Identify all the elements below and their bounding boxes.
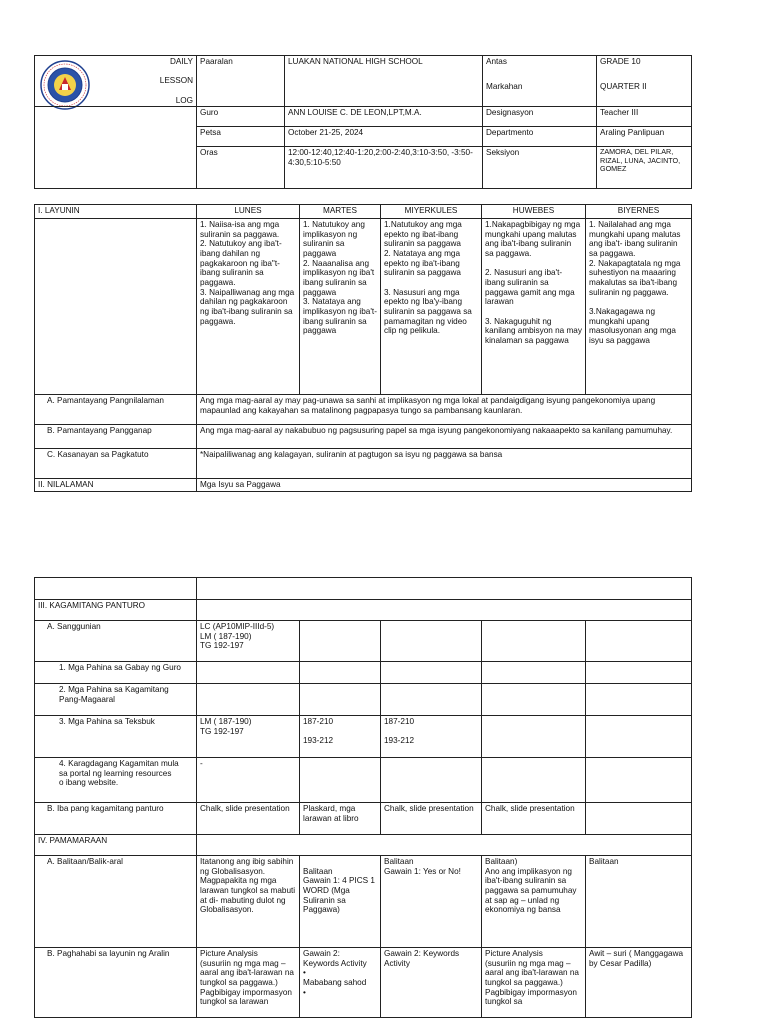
paghahabi-label: B. Paghahabi sa layunin ng Aralin [35, 948, 197, 1018]
paghahabi-huwebes: Picture Analysis (susuriin ng mga mag – aaral ang iba't-larawan na tungkol sa paggawa.) Pagbibigay impormasyon tungkol sa [482, 948, 586, 1018]
department-value: Araling Panlipuan [597, 127, 692, 147]
header-table [34, 55, 692, 189]
guro-value: ANN LOUISE C. DE LEON,LPT,M.A. [285, 107, 483, 127]
iba-pang-kagamitan-miyerkules: Chalk, slide presentation [381, 803, 482, 835]
objectives-table [34, 204, 692, 492]
paaralan-value: LUAKAN NATIONAL HIGH SCHOOL [285, 56, 483, 107]
empty-cell [300, 621, 381, 662]
designasyon-label: Designasyon [483, 107, 597, 127]
balitaan-biyernes: Balitaan [586, 856, 692, 948]
paghahabi-lunes: Picture Analysis (susuriin ng mga mag – aaral ang iba't-larawan na tungkol sa paggawa.) Pagbibigay impormasyon tungkol sa larawan [197, 948, 300, 1018]
empty-cell [381, 684, 482, 716]
karagdagang-kagamitan-label: 4. Karagdagang Kagamitan mula sa portal ng learning resources o ibang website. [35, 758, 197, 803]
petsa-label: Petsa [197, 127, 285, 147]
empty-cell [35, 127, 197, 147]
empty-cell [300, 684, 381, 716]
empty-cell [586, 803, 692, 835]
sanggunian-label: A. Sanggunian [35, 621, 197, 662]
empty-cell [586, 621, 692, 662]
objective-huwebes: 1.Nakapagbibigay ng mga mungkahi upang malutas ang iba't-ibang suliranin sa paggawa. 2. Nasusuri ang iba't-ibang suliranin sa paggawa gamit ang mga larawan 3. Nakaguguhit ng kanilang ambisyon na may kinalaman sa paggawa [482, 219, 586, 395]
sanggunian-lunes: LC (AP10MIP-IIId-5) LM ( 187-190) TG 192-197 [197, 621, 300, 662]
teksbuk-miyerkules: 187-210 193-212 [381, 716, 482, 758]
empty-cell [586, 684, 692, 716]
empty-cell [586, 716, 692, 758]
pamantayang-pangnilalaman-label: A. Pamantayang Pangnilalaman [35, 395, 197, 425]
department-label: Departmento [483, 127, 597, 147]
pamantayang-pangganap-value: Ang mga mag-aaral ay nakabubuo ng pagsusuring papel sa mga isyung pangekonomiyang nakaaapekto sa kanilang pamumuhay. [197, 425, 692, 449]
day-header-huwebes: HUWEBES [482, 205, 586, 219]
empty-cell [35, 147, 197, 189]
oras-value: 12:00-12:40,12:40-1:20,2:00-2:40,3:10-3:50, -3:50-4:30,5:10-5:50 [285, 147, 483, 189]
empty-cell [197, 684, 300, 716]
day-header-martes: MARTES [300, 205, 381, 219]
paghahabi-biyernes: Awit – suri ( Manggagawa by Cesar Padilla) [586, 948, 692, 1018]
teksbuk-label: 3. Mga Pahina sa Teksbuk [35, 716, 197, 758]
empty-cell [482, 716, 586, 758]
resources-procedures-table [34, 577, 692, 1018]
nilalaman-label: II. NILALAMAN [35, 479, 197, 492]
empty-cell [381, 758, 482, 803]
designasyon-value: Teacher III [597, 107, 692, 127]
kagamitang-mag-aaral-label: 2. Mga Pahina sa Kagamitang Pang-Magaaral [35, 684, 197, 716]
day-header-lunes: LUNES [197, 205, 300, 219]
oras-label: Oras [197, 147, 285, 189]
iba-pang-kagamitan-label: B. Iba pang kagamitang panturo [35, 803, 197, 835]
empty-cell [381, 662, 482, 684]
empty-cell [482, 758, 586, 803]
paghahabi-martes: Gawain 2: Keywords Activity • Mababang sahod • [300, 948, 381, 1018]
nilalaman-value: Mga Isyu sa Paggawa [197, 479, 692, 492]
empty-cell [586, 662, 692, 684]
empty-cell [586, 758, 692, 803]
petsa-value: October 21-25, 2024 [285, 127, 483, 147]
empty-cell [197, 600, 692, 621]
iba-pang-kagamitan-martes: Plaskard, mga larawan at libro [300, 803, 381, 835]
kagamitang-panturo-label: III. KAGAMITANG PANTURO [35, 600, 197, 621]
teksbuk-martes: 187-210 193-212 [300, 716, 381, 758]
objective-martes: 1. Natutukoy ang implikasyon ng suliranin sa paggawa 2. Naaanalisa ang implikasyon ng iba't ibang suliranin sa paggawa 3. Natataya ang implikasyon ng iba't-ibang suliranin sa paggawa [300, 219, 381, 395]
paaralan-label: Paaralan [197, 56, 285, 107]
day-header-miyerkules: MIYERKULES [381, 205, 482, 219]
empty-cell [35, 219, 197, 395]
objective-lunes: 1. Naiisa-isa ang mga suliranin sa paggawa. 2. Natutukoy ang iba't-ibang dahilan ng pagkakaroon ng iba"t-ibang suliranin sa paggawa. 3. Naipalliwanag ang mga dahilan ng pagkakaroon ng iba't-ibang suliranin sa paggawa. [197, 219, 300, 395]
seksiyon-value: ZAMORA, DEL PILAR, RIZAL, LUNA, JACINTO, GOMEZ [597, 147, 692, 189]
pamantayang-pangganap-label: B. Pamantayang Pangganap [35, 425, 197, 449]
teksbuk-lunes: LM ( 187-190) TG 192-197 [197, 716, 300, 758]
kasanayan-value: *Naipaliliwanag ang kalagayan, suliranin at pagtugon sa isyu ng paggawa sa bansa [197, 449, 692, 479]
empty-cell [197, 662, 300, 684]
gabay-guro-label: 1. Mga Pahina sa Gabay ng Guro [35, 662, 197, 684]
balitaan-martes: Balitaan Gawain 1: 4 PICS 1 WORD (Mga Suliranin sa Paggawa) [300, 856, 381, 948]
empty-cell [197, 578, 692, 600]
empty-cell [300, 758, 381, 803]
antas-label: Antas [483, 56, 597, 82]
balitaan-huwebes: Balitaan) Ano ang implikasyon ng iba't-ibang suliranin sa paggawa sa pamumuhay at sap ag – unlad ng ekonomiya ng bansa [482, 856, 586, 948]
dll-title: DAILY LESSON LOG [35, 56, 197, 107]
empty-cell [482, 684, 586, 716]
balitaan-lunes: Itatanong ang ibig sabihin ng Globalisasyon. Magpapakita ng mga larawan tungkol sa mabuti at di- mabuting dulot ng Globalisasyon. [197, 856, 300, 948]
karagdagang-kagamitan-lunes: - [197, 758, 300, 803]
pamantayang-pangnilalaman-value: Ang mga mag-aaral ay may pag-unawa sa sanhi at implikasyon ng mga lokal at pandaigdigang isyung pangekonomiya upang mapaunlad ang kakayahan sa matalinong pagpapasya tungo sa pambansang kaunlaran. [197, 395, 692, 425]
antas-value: GRADE 10 [597, 56, 692, 82]
empty-cell [35, 578, 197, 600]
empty-cell [197, 835, 692, 856]
pamamaraan-label: IV. PAMAMARAAN [35, 835, 197, 856]
objective-biyernes: 1. Nailalahad ang mga mungkahi upang malutas ang iba't- ibang suliranin sa paggawa. 2. Nakapagtatala ng mga suhestiyon na maaaring makalutas sa iba't-ibang suliranin ng paggawa. 3.Nakagagawa ng mungkahi upang masolusyonan ang mga isyu sa paggawa [586, 219, 692, 395]
balitaan-miyerkules: Balitaan Gawain 1: Yes or No! [381, 856, 482, 948]
guro-label: Guro [197, 107, 285, 127]
empty-cell [300, 662, 381, 684]
iba-pang-kagamitan-huwebes: Chalk, slide presentation [482, 803, 586, 835]
balitaan-label: A. Balitaan/Balik-aral [35, 856, 197, 948]
layunin-label: I. LAYUNIN [35, 205, 197, 219]
seksiyon-label: Seksiyon [483, 147, 597, 189]
empty-cell [482, 621, 586, 662]
dll-seal-cell [35, 107, 197, 127]
paghahabi-miyerkules: Gawain 2: Keywords Activity [381, 948, 482, 1018]
objective-miyerkules: 1.Natutukoy ang mga epekto ng ibat-ibang suliranin sa paggawa 2. Natataya ang mga epekto ng iba't-ibang suliranin sa paggawa 3. Nasusuri ang mga epekto ng Iba'y-ibang suliranin sa paggawa sa pamamagitan ng video clip ng pelikula. [381, 219, 482, 395]
markahan-label: Markahan [483, 81, 597, 107]
day-header-biyernes: BIYERNES [586, 205, 692, 219]
empty-cell [482, 662, 586, 684]
empty-cell [381, 621, 482, 662]
kasanayan-label: C. Kasanayan sa Pagkatuto [35, 449, 197, 479]
iba-pang-kagamitan-lunes: Chalk, slide presentation [197, 803, 300, 835]
markahan-value: QUARTER II [597, 81, 692, 107]
